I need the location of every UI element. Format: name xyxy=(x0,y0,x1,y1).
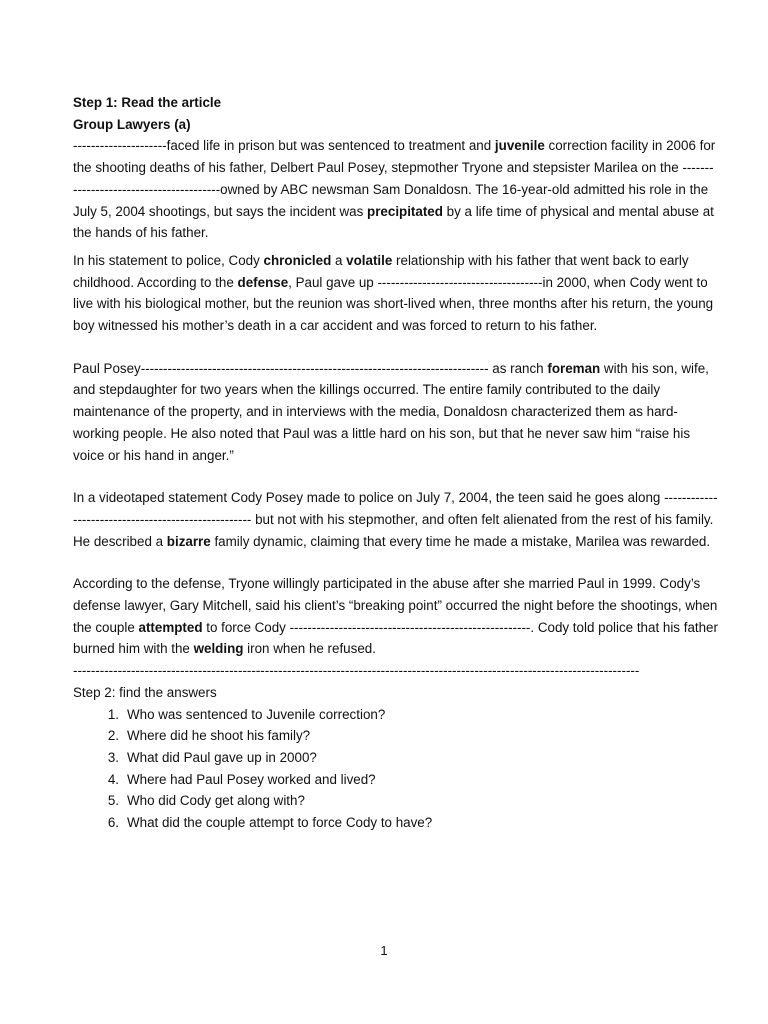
question-text: Where did he shoot his family? xyxy=(127,728,311,744)
text-run: family dynamic, claiming that every time he made a mistake, Marilea was rewarded. xyxy=(210,533,711,549)
bold-term: defense xyxy=(237,274,289,290)
bold-term: welding xyxy=(193,641,244,657)
bold-term: bizarre xyxy=(166,533,211,549)
text-run: In a videotaped statement Cody Posey made to police on July 7, 2004, the teen said he goes along ---------------------------------------------------- but not with his stepmother, and often felt alienated from the rest of his family. He described a xyxy=(73,490,718,549)
group-title: Group Lawyers (a) xyxy=(73,116,191,132)
article-paragraph-5 xyxy=(73,573,718,660)
question-list xyxy=(73,704,718,834)
question-text: Who did Cody get along with? xyxy=(127,793,305,809)
bold-term: foreman xyxy=(547,360,601,376)
bold-term: attempted xyxy=(138,619,203,635)
question-text: Where had Paul Posey worked and lived? xyxy=(127,771,376,787)
text-run: Paul Posey------------------------------------------------------------------------------ as ranch xyxy=(73,360,548,376)
step2-title: Step 2: find the answers xyxy=(73,684,217,700)
text-run: relationship with his father that went back to early childhood. According to the xyxy=(73,252,689,290)
text-run: correction facility in 2006 for the shooting deaths of his father, Delbert Paul Posey, stepmother Tryone and stepsister Marilea on the ----------------------------------------owned by ABC newsman Sam Donaldosn. The 16-year-old admitted his role in the July 5, 2004 shootings, but says the incident was xyxy=(73,138,716,219)
article-paragraph-1 xyxy=(73,135,718,244)
question-number: 3. xyxy=(107,749,119,765)
page-content xyxy=(73,92,718,834)
question-number: 5. xyxy=(107,793,119,809)
text-run: to force Cody ------------------------------------------------------. Cody told police that his father burned him with the xyxy=(73,619,718,657)
step1-title: Step 1: Read the article xyxy=(73,95,222,110)
dashed-separator: ------------------------------------------------------------------------------------------------------------------------------- xyxy=(73,663,640,679)
text-run: iron when he refused. xyxy=(243,641,376,657)
article-paragraph-2 xyxy=(73,250,718,337)
text-run: ---------------------faced life in prison but was sentenced to treatment and xyxy=(73,138,495,154)
bold-term: juvenile xyxy=(494,138,545,154)
article-paragraph-4 xyxy=(73,487,718,552)
question-item xyxy=(73,704,718,726)
bold-term: volatile xyxy=(346,252,393,268)
question-item xyxy=(73,790,718,812)
question-item xyxy=(73,725,718,747)
question-item xyxy=(73,812,718,834)
text-run: According to the defense, Tryone willingly participated in the abuse after she married Paul in 1999. Cody’s defense lawyer, Gary Mitchell, said his client’s “breaking point” occurred the night before the shootings, when the couple xyxy=(73,576,718,635)
article-paragraph-3 xyxy=(73,358,718,467)
question-number: 2. xyxy=(107,728,119,744)
text-run: a xyxy=(331,252,347,268)
bold-term: precipitated xyxy=(367,203,443,219)
question-item xyxy=(73,747,718,769)
text-run: , Paul gave up -------------------------------------in 2000, when Cody went to live with his biological mother, but the reunion was short-lived when, three months after his return, the young boy witnessed his mother’s death in a car accident and was forced to return to his father. xyxy=(73,274,714,334)
question-number: 6. xyxy=(107,815,119,831)
bold-term: chronicled xyxy=(263,252,332,268)
question-text: Who was sentenced to Juvenile correction? xyxy=(127,706,386,722)
question-number: 1. xyxy=(107,706,119,722)
text-run: by a life time of physical and mental abuse at the hands of his father. xyxy=(73,203,714,241)
question-text: What did Paul gave up in 2000? xyxy=(127,749,317,765)
text-run: with his son, wife, and stepdaughter for two years when the killings occurred. The entire family contributed to the daily maintenance of the property, and in interviews with the media, Donaldosn characterized them as hard-working people. He also noted that Paul was a little hard on his son, but that he never saw him “raise his voice or his hand in anger.” xyxy=(73,360,709,463)
question-number: 4. xyxy=(107,771,119,787)
question-item xyxy=(73,769,718,791)
question-text: What did the couple attempt to force Cody to have? xyxy=(127,815,433,831)
text-run: In his statement to police, Cody xyxy=(73,252,264,268)
page-number: 1 xyxy=(380,943,388,958)
